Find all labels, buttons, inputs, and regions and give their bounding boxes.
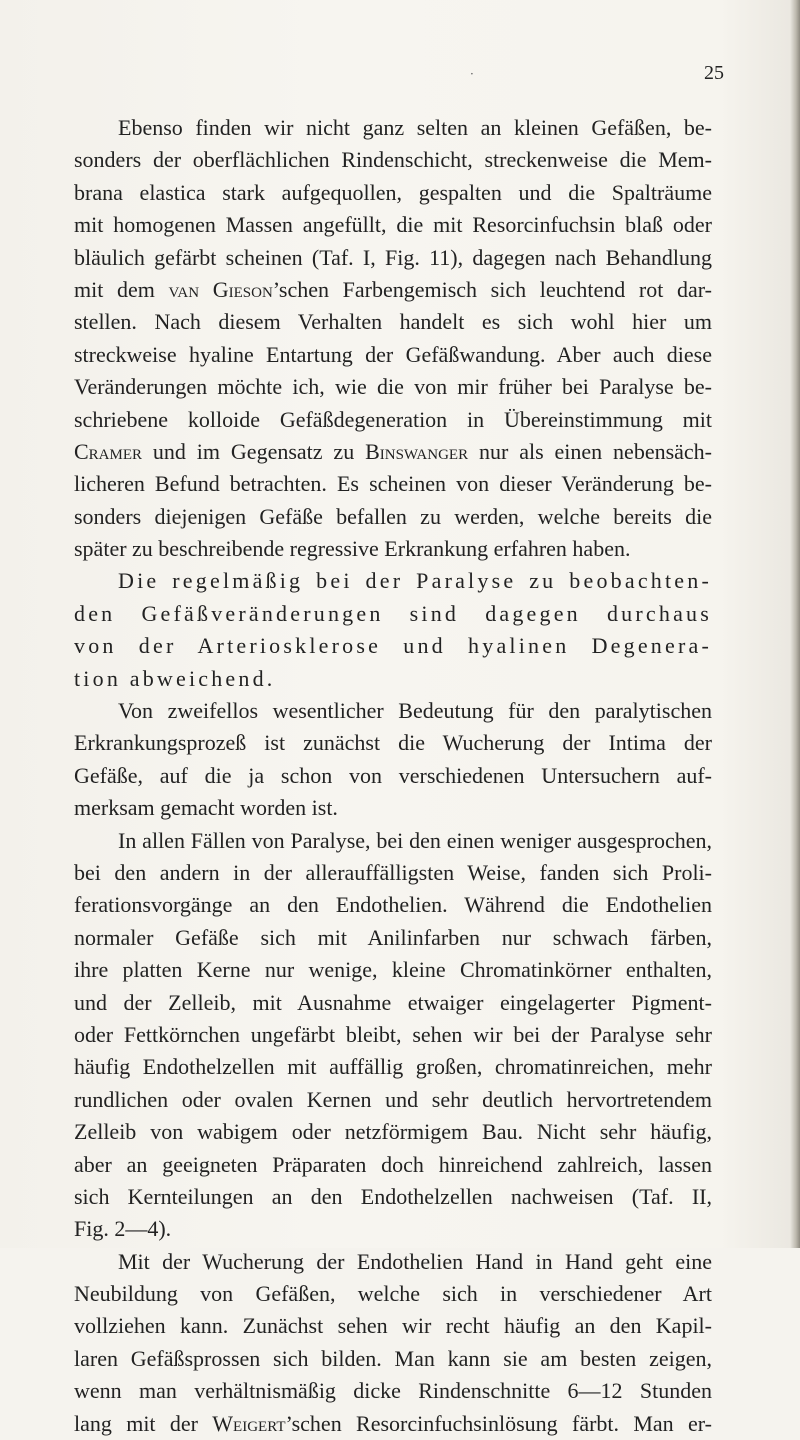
body-text <box>74 112 712 1440</box>
text-line: laren Gefäßsprossen sich bilden. Man kann sie am besten zeigen, <box>74 1345 712 1371</box>
text-line: sonders der oberflächlichen Rindenschicht, streckenweise die Mem- <box>74 147 712 173</box>
text-line: und der Zelleib, mit Ausnahme etwaiger eingelagerter Pigment- <box>74 989 712 1015</box>
page-edge-shadow <box>790 0 800 1248</box>
text-line: merksam gemacht worden ist. <box>74 795 338 821</box>
text-line: sich Kernteilungen an den Endothelzellen nachweisen (Taf. II, <box>74 1183 712 1209</box>
text-line: In allen Fällen von Paralyse, bei den einen weniger ausgesprochen, <box>118 827 712 853</box>
text-line: wenn man verhältnismäßig dicke Rindenschnitte 6—12 Stunden <box>74 1378 712 1404</box>
text-line: stellen. Nach diesem Verhalten handelt es sich wohl hier um <box>74 309 712 335</box>
text-line: aber an geeigneten Präparaten doch hinreichend zahlreich, lassen <box>74 1151 712 1177</box>
text-line: vollziehen kann. Zunächst sehen wir recht häufig an den Kapil- <box>74 1313 712 1339</box>
text-line: Veränderungen möchte ich, wie die von mir früher bei Paralyse be- <box>74 374 712 400</box>
page-number: 25 <box>704 62 724 84</box>
text-line: später zu beschreibende regressive Erkrankung erfahren haben. <box>74 536 631 562</box>
text-line: licheren Befund betrachten. Es scheinen von dieser Veränderung be- <box>74 471 712 497</box>
text-line: Cramer und im Gegensatz zu Binswanger nur als einen nebensäch- <box>74 438 712 464</box>
top-mark: · <box>470 67 474 81</box>
text-line: Mit der Wucherung der Endothelien Hand in Hand geht eine <box>118 1248 712 1274</box>
text-line: Gefäße, auf die ja schon von verschiedenen Untersuchern auf- <box>74 762 712 788</box>
text-line: bläulich gefärbt scheinen (Taf. I, Fig. 11), dagegen nach Behandlung <box>74 244 712 270</box>
text-line: mit dem van Gieson’schen Farbengemisch sich leuchtend rot dar- <box>74 276 712 302</box>
text-line: Ebenso finden wir nicht ganz selten an kleinen Gefäßen, be- <box>118 115 712 140</box>
text-line: lang mit der Weigert’schen Resorcinfuchsinlösung färbt. Man er- <box>74 1410 712 1436</box>
text-line: Neubildung von Gefäßen, welche sich in verschiedener Art <box>74 1281 712 1307</box>
text-line: Zelleib von wabigem oder netzförmigem Bau. Nicht sehr häufig, <box>74 1119 712 1145</box>
emphasized-line: den Gefäßveränderungen sind dagegen durchaus <box>74 600 712 626</box>
text-line: rundlichen oder ovalen Kernen und sehr deutlich hervortretendem <box>74 1086 712 1112</box>
text-line: streckweise hyaline Entartung der Gefäßwandung. Aber auch diese <box>74 341 712 367</box>
emphasized-line: tion abweichend. <box>74 665 276 691</box>
text-line: schriebene kolloide Gefäßdegeneration in Übereinstimmung mit <box>74 406 712 432</box>
text-line: sonders diejenigen Gefäße befallen zu werden, welche bereits die <box>74 503 712 529</box>
text-line: ihre platten Kerne nur wenige, kleine Chromatinkörner enthalten, <box>74 957 712 983</box>
text-line: Erkrankungsprozeß ist zunächst die Wucherung der Intima der <box>74 730 712 756</box>
text-line: mit homogenen Massen angefüllt, die mit Resorcinfuchsin blaß oder <box>74 212 712 238</box>
emphasized-line: Die regelmäßig bei der Paralyse zu beobachten- <box>118 568 712 594</box>
text-line: Von zweifellos wesentlicher Bedeutung für den paralytischen <box>118 698 712 724</box>
text-line: ferationsvorgänge an den Endothelien. Während die Endothelien <box>74 892 712 918</box>
text-line: brana elastica stark aufgequollen, gespalten und die Spalträume <box>74 179 712 205</box>
text-line: normaler Gefäße sich mit Anilinfarben nur schwach färben, <box>74 924 712 950</box>
text-line: oder Fettkörnchen ungefärbt bleibt, sehen wir bei der Paralyse sehr <box>74 1021 712 1047</box>
emphasized-line: von der Arteriosklerose und hyalinen Degenera- <box>74 633 712 659</box>
text-line: häufig Endothelzellen mit auffällig großen, chromatinreichen, mehr <box>74 1054 712 1080</box>
text-line: Fig. 2—4). <box>74 1216 172 1242</box>
text-line: bei den andern in der allerauffälligsten Weise, fanden sich Proli- <box>74 859 712 885</box>
